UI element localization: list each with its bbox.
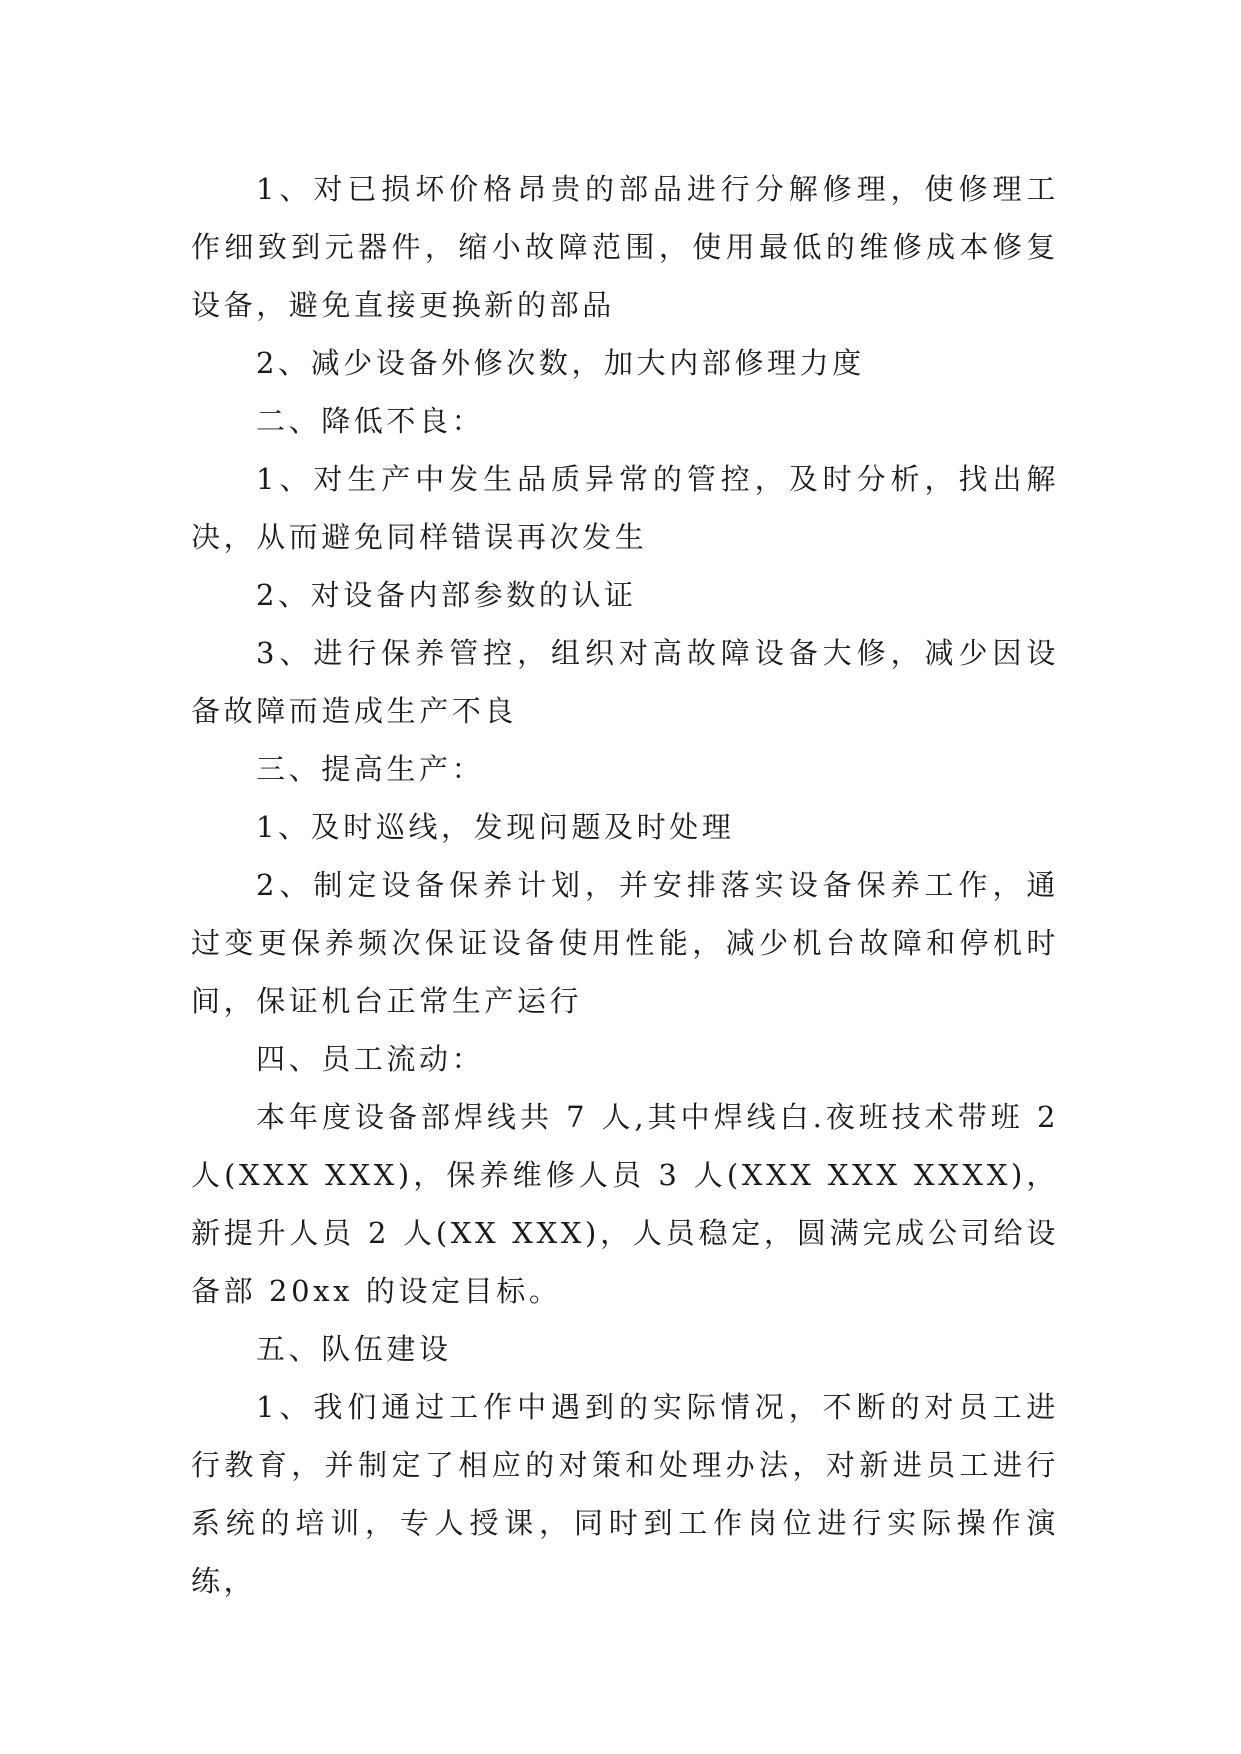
section-heading-staff-turnover: 四、员工流动： <box>256 1042 485 1076</box>
paragraph-defects-3: 3、进行保养管控，组织对高故障设备大修，减少因设备故障而造成生产不良 <box>191 636 1059 728</box>
section-heading-improve-production: 三、提高生产： <box>256 752 485 786</box>
paragraph-production-2: 2、制定设备保养计划，并安排落实设备保养工作，通过变更保养频次保证设备使用性能，减少机台故障和停机时间，保证机台正常生产运行 <box>191 868 1059 1018</box>
paragraph-repair-1: 1、对已损坏价格昂贵的部品进行分解修理，使修理工作细致到元器件，缩小故障范围，使用最低的维修成本修复设备，避免直接更换新的部品 <box>191 172 1059 322</box>
section-heading-reduce-defects: 二、降低不良： <box>256 404 485 438</box>
document-body <box>191 160 1059 1610</box>
section-heading-team-building: 五、队伍建设 <box>256 1332 452 1366</box>
paragraph-defects-2: 2、对设备内部参数的认证 <box>256 578 637 612</box>
paragraph-team-building-1: 1、我们通过工作中遇到的实际情况，不断的对员工进行教育，并制定了相应的对策和处理办法，对新进员工进行系统的培训，专人授课，同时到工作岗位进行实际操作演练， <box>191 1390 1059 1598</box>
paragraph-repair-2: 2、减少设备外修次数，加大内部修理力度 <box>256 346 865 380</box>
paragraph-staff-turnover: 本年度设备部焊线共 7 人,其中焊线白.夜班技术带班 2 人(XXX XXX)，保养维修人员 3 人(XXX XXX XXXX)，新提升人员 2 人(XX XXX)，人员稳定，圆满完成公司给设备部 20xx 的设定目标。 <box>191 1100 1059 1308</box>
paragraph-defects-1: 1、对生产中发生品质异常的管控，及时分析，找出解决，从而避免同样错误再次发生 <box>191 462 1059 554</box>
paragraph-production-1: 1、及时巡线，发现问题及时处理 <box>256 810 735 844</box>
